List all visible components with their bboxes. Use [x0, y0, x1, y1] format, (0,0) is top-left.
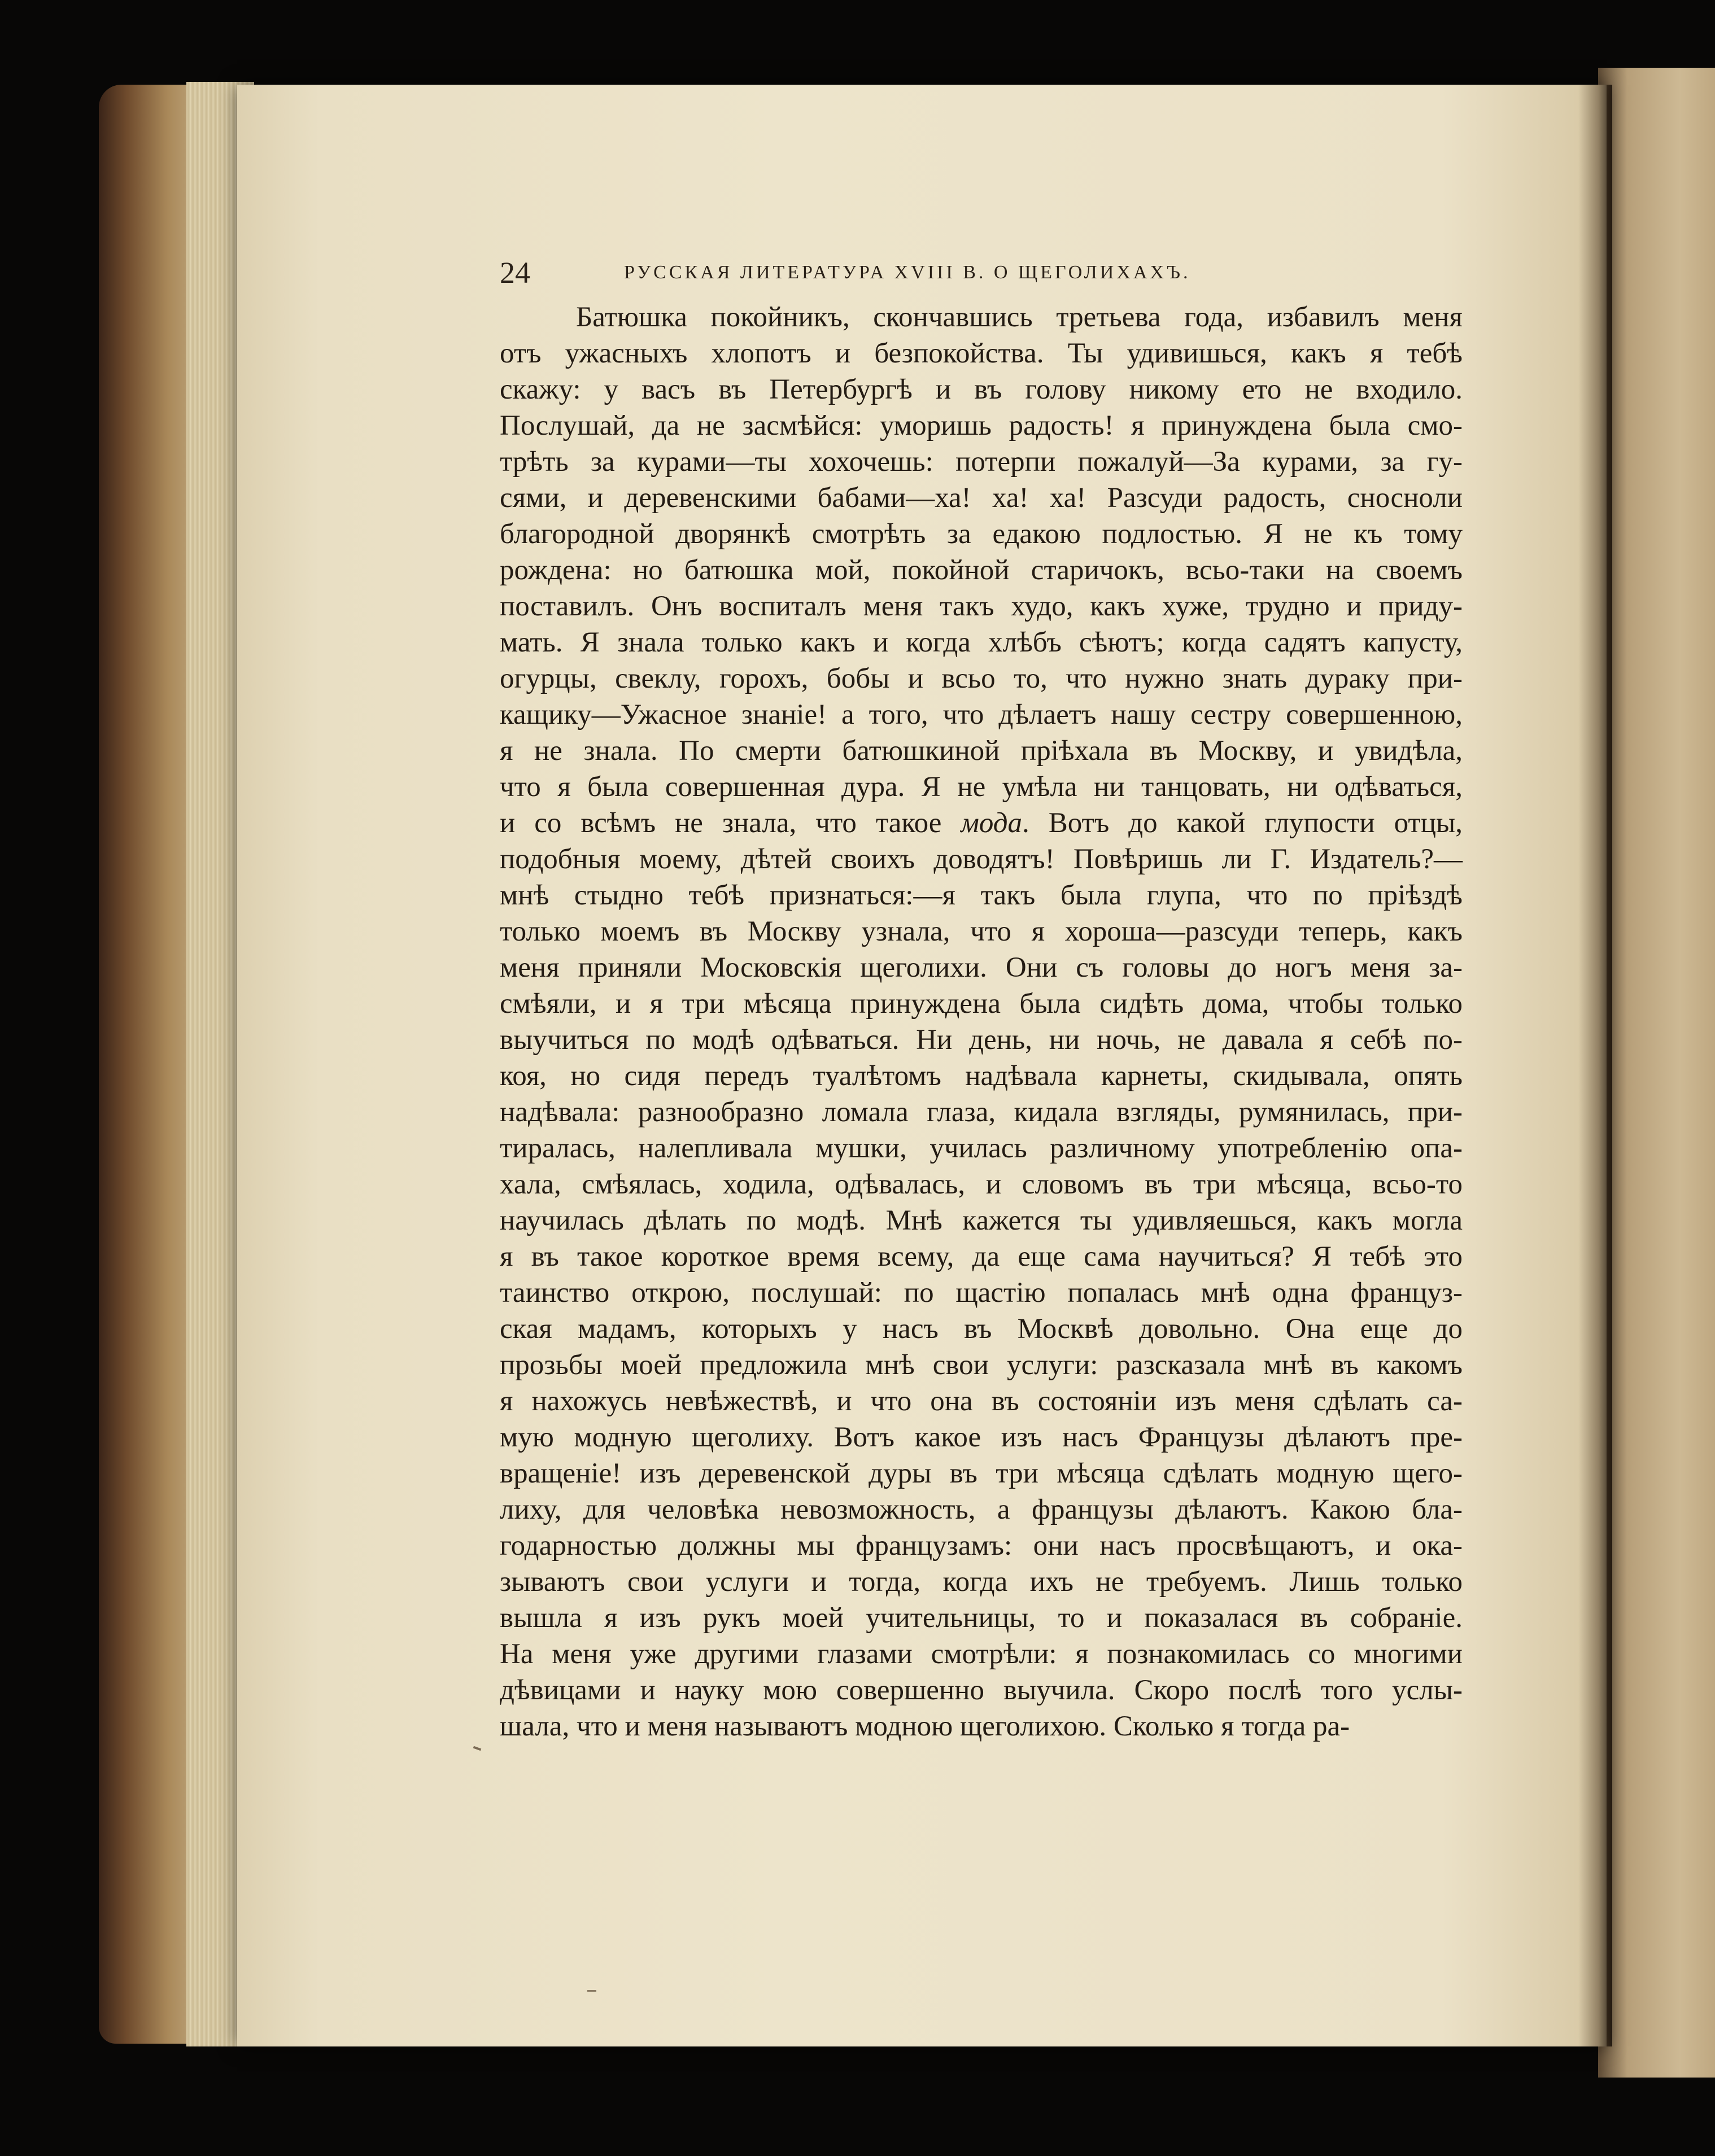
- text-line: дѣвицами и науку мою совершенно выучила. Скоро послѣ того услы-: [500, 1674, 1463, 1706]
- text-line: отъ ужасныхъ хлопотъ и безпокойства. Ты удивишься, какъ я тебѣ: [500, 338, 1463, 369]
- text-line: вращеніе! изъ деревенской дуры въ три мѣсяца сдѣлать модную щего-: [500, 1458, 1463, 1489]
- facing-page-edge: [1598, 68, 1715, 2078]
- text-line: таинство открою, послушай: по щастію попалась мнѣ одна француз-: [500, 1277, 1463, 1309]
- body-text: [500, 299, 1463, 1744]
- text-line: шала, что и меня называютъ модною щеголихою. Сколько я тогда ра-: [500, 1711, 1350, 1742]
- text-line: рождена: но батюшка мой, покойной старичокъ, всьо-таки на своемъ: [500, 554, 1463, 586]
- text-line: тиралась, налепливала мушки, училась различному употребленію опа-: [500, 1132, 1463, 1164]
- text-line: огурцы, свеклу, горохъ, бобы и всьо то, что нужно знать дураку при-: [500, 663, 1463, 694]
- text-line: сями, и деревенскими бабами—ха! ха! ха! Разсуди радость, сносноли: [500, 482, 1463, 514]
- text-line: надѣвала: разнообразно ломала глаза, кидала взгляды, румянилась, при-: [500, 1096, 1463, 1128]
- text-line: научилась дѣлать по модѣ. Мнѣ кажется ты удивляешься, какъ могла: [500, 1205, 1463, 1236]
- text-line: Батюшка покойникъ, скончавшись третьева года, избавилъ меня: [576, 301, 1463, 333]
- running-head: РУССКАЯ ЛИТЕРАТУРА XVIII В. О ЩЕГОЛИХАХЪ.: [624, 262, 1191, 283]
- book-gutter-shadow: [1578, 85, 1612, 2046]
- text-line: Послушай, да не засмѣйся: уморишь радость! я принуждена была смо-: [500, 410, 1463, 441]
- text-line: ская мадамъ, которыхъ у насъ въ Москвѣ довольно. Она еще до: [500, 1313, 1463, 1345]
- text-line: мую модную щеголиху. Вотъ какое изъ насъ Французы дѣлаютъ пре-: [500, 1422, 1463, 1453]
- text-line: подобныя моему, дѣтей своихъ доводятъ! Повѣришь ли Г. Издатель?—: [500, 843, 1463, 875]
- text-line: хала, смѣялась, ходила, одѣвалась, и словомъ въ три мѣсяца, всьо-то: [500, 1169, 1463, 1200]
- text-line: только моемъ въ Москву узнала, что я хороша—разсуди теперь, какъ: [500, 916, 1463, 947]
- text-line: прозьбы моей предложила мнѣ свои услуги: разсказала мнѣ въ какомъ: [500, 1349, 1463, 1381]
- text-line: кащику—Ужасное знаніе! а того, что дѣлаетъ нашу сестру совершенною,: [500, 699, 1463, 731]
- text-line: благородной дворянкѣ смотрѣть за едакою подлостью. Я не къ тому: [500, 518, 1463, 550]
- text-line: выучиться по модѣ одѣваться. Ни день, ни ночь, не давала я себѣ по-: [500, 1024, 1463, 1056]
- text-line: трѣть за курами—ты хохочешь: потерпи пожалуй—За курами, за гу-: [500, 446, 1463, 478]
- text-line: что я была совершенная дура. Я не умѣла ни танцовать, ни одѣваться,: [500, 771, 1463, 803]
- italic-word: мода: [961, 807, 1022, 839]
- page-header: [500, 253, 1480, 292]
- page-dash-mark: [587, 1990, 596, 1992]
- text-line: годарностью должны мы французамъ: они насъ просвѣщаютъ, и ока-: [500, 1530, 1463, 1562]
- page-number: 24: [500, 256, 530, 290]
- text-line: смѣяли, и я три мѣсяца принуждена была сидѣть дома, чтобы только: [500, 988, 1463, 1020]
- text-line: поставилъ. Онъ воспиталъ меня такъ худо, какъ хуже, трудно и приду-: [500, 591, 1463, 622]
- text-line: мать. Я знала только какъ и когда хлѣбъ сѣютъ; когда садятъ капусту,: [500, 627, 1463, 658]
- text-line: скажу: у васъ въ Петербургѣ и въ голову никому ето не входило.: [500, 374, 1463, 405]
- text-line: и со всѣмъ не знала, что такое мода. Вотъ до какой глупости отцы,: [500, 807, 1463, 839]
- text-line: меня приняли Московскія щеголихи. Они съ головы до ногъ меня за-: [500, 952, 1463, 983]
- text-line: я не знала. По смерти батюшкиной пріѣхала въ Москву, и увидѣла,: [500, 735, 1463, 767]
- text-line: я нахожусь невѣжествѣ, и что она въ состояніи изъ меня сдѣлать са-: [500, 1385, 1463, 1417]
- text-line: я въ такое короткое время всему, да еще сама научиться? Я тебѣ это: [500, 1241, 1463, 1272]
- text-line: лиху, для человѣка невозможность, а французы дѣлаютъ. Какою бла-: [500, 1494, 1463, 1525]
- text-line: коя, но сидя передъ туалѣтомъ надѣвала карнеты, скидывала, опять: [500, 1060, 1463, 1092]
- text-line: зываютъ свои услуги и тогда, когда ихъ не требуемъ. Лишь только: [500, 1566, 1463, 1598]
- text-line: мнѣ стыдно тебѣ признаться:—я такъ была глупа, что по пріѣздѣ: [500, 880, 1463, 911]
- text-line: вышла я изъ рукъ моей учительницы, то и показалася въ собраніе.: [500, 1602, 1463, 1634]
- text-line: На меня уже другими глазами смотрѣли: я познакомилась со многими: [500, 1638, 1463, 1670]
